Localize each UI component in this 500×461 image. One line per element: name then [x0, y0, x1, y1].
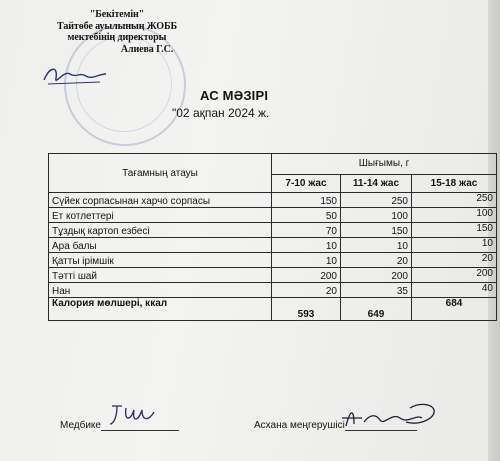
yield-11-14: 250 [341, 193, 412, 208]
dish-name: Нан [49, 283, 272, 298]
table-row [49, 223, 497, 238]
yield-15-18: 10 [412, 238, 497, 253]
yield-15-18: 40 [412, 283, 497, 298]
calorie-7-10: 593 [272, 298, 341, 321]
director-signature [40, 62, 110, 88]
yield-11-14: 150 [341, 223, 412, 238]
dish-name: Қатты ірімшік [49, 253, 272, 268]
table-row [49, 193, 497, 208]
calorie-label: Калория мөлшері, ккал [49, 298, 272, 321]
age-header-15-18: 15-18 жас [412, 174, 497, 192]
yield-7-10: 200 [272, 268, 341, 283]
table-row [49, 208, 497, 223]
yield-15-18: 250 [412, 193, 497, 208]
table-row [49, 238, 497, 253]
table-row [49, 253, 497, 268]
table-row [49, 283, 497, 298]
yield-7-10: 10 [272, 253, 341, 268]
approval-block [22, 9, 212, 55]
yield-15-18: 150 [412, 223, 497, 238]
yield-11-14: 35 [341, 283, 412, 298]
calorie-15-18: 684 [412, 298, 497, 321]
calorie-row [49, 298, 497, 321]
yield-11-14: 20 [341, 253, 412, 268]
menu-table [48, 153, 497, 321]
kitchen-signature [340, 400, 440, 434]
column-header-yield: Шығымы, г [272, 154, 497, 175]
yield-15-18: 200 [412, 268, 497, 283]
yield-7-10: 10 [272, 238, 341, 253]
yield-15-18: 100 [412, 208, 497, 223]
dish-name: Тәтті шай [49, 268, 272, 283]
nurse-label: Медбике [60, 420, 101, 431]
yield-7-10: 20 [272, 283, 341, 298]
dish-name: Сүйек сорпасынан харчо сорпасы [49, 193, 272, 208]
dish-name: Ара балы [49, 238, 272, 253]
yield-7-10: 50 [272, 208, 341, 223]
dish-name: Тұздық картоп езбесі [49, 223, 272, 238]
calorie-11-14: 649 [341, 298, 412, 321]
yield-11-14: 100 [341, 208, 412, 223]
approval-director-name: Алиева Г.С. [120, 43, 174, 55]
yield-7-10: 70 [272, 223, 341, 238]
yield-11-14: 10 [341, 238, 412, 253]
yield-11-14: 200 [341, 268, 412, 283]
age-header-11-14: 11-14 жас [341, 174, 412, 192]
approval-position: мектебінің директоры [67, 32, 167, 43]
yield-7-10: 150 [272, 193, 341, 208]
table-row [49, 268, 497, 283]
yield-15-18: 20 [412, 253, 497, 268]
column-header-dish: Тағамның атауы [49, 154, 272, 193]
approval-school: Тайтөбе ауылының ЖОББ [57, 20, 177, 32]
dish-name: Ет котлеттері [49, 208, 272, 223]
page-title: АС МӘЗІРІ [200, 88, 269, 103]
kitchen-label: Асхана меңгерушісі [254, 420, 345, 431]
age-header-7-10: 7-10 жас [272, 174, 341, 192]
nurse-signature [108, 398, 158, 428]
approval-heading: "Бекітемін" [89, 9, 145, 20]
menu-date: "02 ақпан 2024 ж. [172, 106, 270, 120]
